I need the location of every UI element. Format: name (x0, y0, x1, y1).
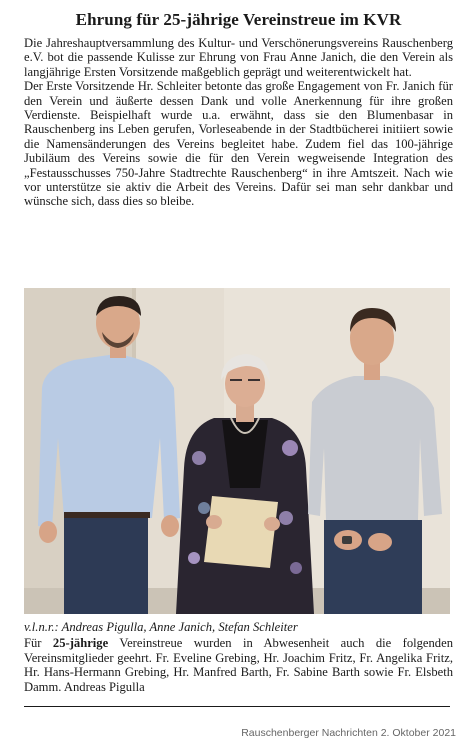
paragraph-intro: Die Jahreshauptversammlung des Kultur- und Verschönerungsvereins Rauschenberg e.V. bot die passende Kulisse zur Ehrung von Frau Anne Janich, die den Verein als langjährige Ersten Vorsitzende maßgeblich geprägt und weiterentwickelt hat. (24, 36, 453, 79)
headline: Ehrung für 25-jährige Vereinstreue im KVR (75, 10, 402, 29)
honorees-bold: 25-jährige (52, 636, 109, 650)
publication-footer: Rauschenberger Nachrichten 2. Oktober 2021 (241, 727, 456, 739)
group-photo (24, 288, 450, 614)
bottom-rule (24, 706, 450, 707)
photo-caption: v.l.n.r.: Andreas Pigulla, Anne Janich, Stefan Schleiter (24, 620, 298, 634)
article (24, 10, 453, 209)
honorees-text: Vereinstreue wurden in Abwesenheit auch die folgenden Vereinsmitglieder geehrt. Fr. Eveline Grebing, Hr. Joachim Fritz, Fr. Angelika Fritz, Hr. Hans-Hermann Grebing, Hr. Manfred Barth, Fr. Sabine Barth sowie Fr. Elsbeth Damm. Andreas Pigulla (24, 636, 453, 694)
paragraph-body: Der Erste Vorsitzende Hr. Schleiter betonte das große Engagement von Fr. Janich für den Verein und äußerte dessen Dank und volle Anerkennung für ihre großen Verdienste. Beispielhaft wurde u.a. erwähnt, dass sie den Blumenbasar in Rauschenberg ins Leben gerufen, Vorleseabende in der Stadtbücherei initiiert sowie die Namensänderungen des Vereins begleitet habe. Zudem fiel das 100-jährige Jubiläum des Vereins sowie die für den Verein wegweisende Integration des „Festausschusses 750-Jahre Stadtrechte Rauschenberg“ in ihre Amtszeit. Nach wie vor unterstütze sie aktiv die Arbeit des Vereins. Dafür sei man sehr dankbar und wünsche sich, dass dies so bleibe. (24, 79, 453, 209)
honorees-prefix: Für (24, 636, 42, 650)
paragraph-honorees (24, 636, 453, 694)
